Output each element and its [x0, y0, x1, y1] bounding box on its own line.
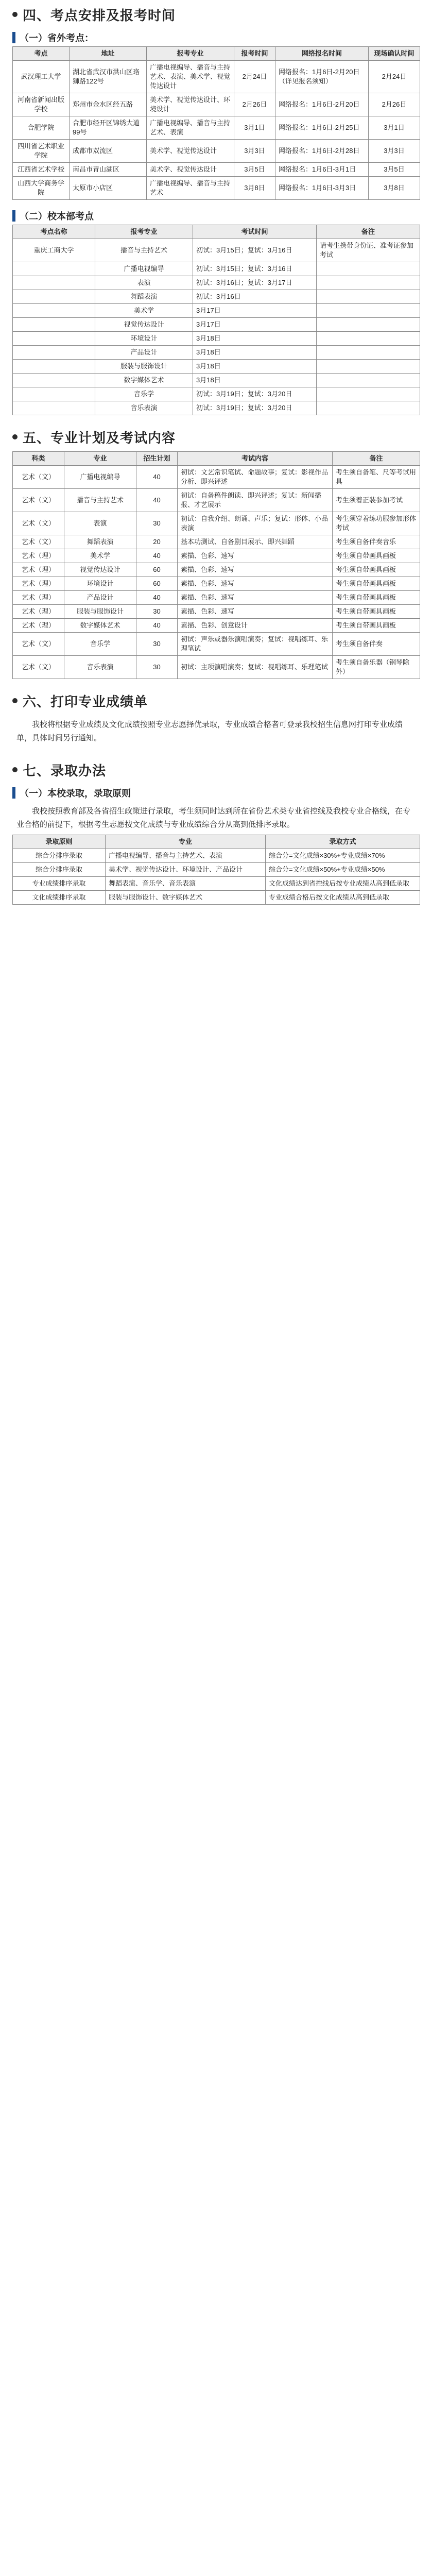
- table-cell: 考生须自带画具画板: [333, 591, 420, 605]
- table-cell: 艺术（文）: [13, 466, 64, 489]
- table-row: [13, 549, 420, 563]
- table-cell: [317, 290, 420, 304]
- table-row: [13, 591, 420, 605]
- table-cell: 广播电视编导、播音与主持艺术: [147, 177, 234, 200]
- bar-icon: [12, 787, 15, 799]
- table-cell: [13, 401, 95, 415]
- table-cell: 数字媒体艺术: [64, 619, 136, 633]
- table-cell: 山西大学商务学院: [13, 177, 70, 200]
- table-header-cell: 考点: [13, 47, 70, 61]
- table-cell: [13, 262, 95, 276]
- table-cell: 舞蹈表演、音乐学、音乐表演: [106, 877, 266, 891]
- table-header-cell: 备注: [317, 225, 420, 239]
- table-row: [13, 891, 420, 905]
- table-row: [13, 304, 420, 318]
- table-header-cell: 招生计划: [136, 452, 178, 466]
- table-cell: 初试：3月15日；复试：3月16日: [193, 239, 317, 262]
- section-4-sub2: （二）校本部考点: [12, 207, 420, 225]
- table-cell: 初试：3月19日；复试：3月20日: [193, 401, 317, 415]
- table-cell: 音乐学: [95, 387, 193, 401]
- table-cell: 20: [136, 535, 178, 549]
- table-row: [13, 387, 420, 401]
- table-cell: 3月17日: [193, 318, 317, 332]
- table-cell: 素描、色彩、速写: [178, 549, 333, 563]
- table-header-cell: 考试内容: [178, 452, 333, 466]
- table-cell: 艺术（文）: [13, 633, 64, 656]
- table-cell: 播音与主持艺术: [95, 239, 193, 262]
- table-cell: [317, 360, 420, 374]
- table-cell: 3月18日: [193, 360, 317, 374]
- table-row: [13, 489, 420, 512]
- section-4-sub1: （一）省外考点：: [12, 29, 420, 46]
- table-cell: [13, 374, 95, 387]
- table-cell: [317, 318, 420, 332]
- table-cell: [317, 332, 420, 346]
- table-cell: 武汉理工大学: [13, 61, 70, 93]
- table-row: [13, 290, 420, 304]
- table-cell: 初试：3月19日；复试：3月20日: [193, 387, 317, 401]
- table-cell: 考生须自备伴奏音乐: [333, 535, 420, 549]
- table-cell: 初试：文艺常识笔试、命题故事；复试：影视作品分析、即兴评述: [178, 466, 333, 489]
- table-header-cell: 录取原则: [13, 835, 106, 849]
- table-header-cell: 报考专业: [95, 225, 193, 239]
- table-cell: 综合分=文化成绩×50%+专业成绩×50%: [266, 863, 420, 877]
- table-row: [13, 512, 420, 535]
- table-cell: 南昌市青山湖区: [70, 163, 147, 177]
- table-cell: 郑州市金水区经五路: [70, 93, 147, 116]
- table-header-cell: 考点名称: [13, 225, 95, 239]
- table-cell: 艺术（理）: [13, 619, 64, 633]
- table-cell: 专业成绩合格后按文化成绩从高到低录取: [266, 891, 420, 905]
- table-header-cell: 地址: [70, 47, 147, 61]
- table-cell: 60: [136, 577, 178, 591]
- table-cell: 艺术（文）: [13, 535, 64, 549]
- table-cell: 音乐表演: [64, 656, 136, 679]
- table-cell: 四川省艺术职业学院: [13, 140, 70, 163]
- table-cell: 视觉传达设计: [95, 318, 193, 332]
- table-cell: 播音与主持艺术: [64, 489, 136, 512]
- table-cell: 成都市双流区: [70, 140, 147, 163]
- table-cell: 30: [136, 512, 178, 535]
- table-cell: 综合分排序录取: [13, 863, 106, 877]
- table-cell: 艺术（文）: [13, 512, 64, 535]
- table-cell: 初试：自备稿件朗读、即兴评述；复试：新闻播报、才艺展示: [178, 489, 333, 512]
- table-row: [13, 466, 420, 489]
- table-header-cell: 备注: [333, 452, 420, 466]
- table-cell: 30: [136, 633, 178, 656]
- section-6-text: 我校将根据专业成绩及文化成绩按照专业志愿择优录取，专业成绩合格者可登录我校招生信息网打印专业成绩单，具体时间另行通知。: [16, 720, 403, 742]
- table-cell: 3月8日: [234, 177, 275, 200]
- table-cell: [317, 374, 420, 387]
- table-cell: 30: [136, 656, 178, 679]
- table-cell: [317, 387, 420, 401]
- table-row: [13, 849, 420, 863]
- table-cell: 文化成绩排序录取: [13, 891, 106, 905]
- table-row: [13, 177, 420, 200]
- table-cell: 数字媒体艺术: [95, 374, 193, 387]
- table-cell: 艺术（理）: [13, 563, 64, 577]
- table-cell: 表演: [64, 512, 136, 535]
- table-cell: 请考生携带身份证、准考证参加考试: [317, 239, 420, 262]
- table-cell: 3月3日: [234, 140, 275, 163]
- section-6-title: 六、打印专业成绩单: [12, 686, 420, 715]
- bullet-icon: [12, 434, 18, 439]
- table-cell: 广播电视编导、播音与主持艺术、表演、美术学、视觉传达设计: [147, 61, 234, 93]
- table-cell: 40: [136, 489, 178, 512]
- bullet-icon: [12, 698, 18, 703]
- table-cell: 广播电视编导: [64, 466, 136, 489]
- table-cell: 舞蹈表演: [64, 535, 136, 549]
- table-cell: [13, 290, 95, 304]
- section-7-sub1: （一）本校录取，录取原则: [12, 784, 420, 802]
- table-cell: 湖北省武汉市洪山区珞狮路122号: [70, 61, 147, 93]
- table-cell: 广播电视编导、播音与主持艺术、表演: [106, 849, 266, 863]
- table-cell: 艺术（文）: [13, 489, 64, 512]
- table-row: [13, 577, 420, 591]
- table-cell: [13, 276, 95, 290]
- table-row: [13, 239, 420, 262]
- table-cell: 考生须自备乐器（钢琴除外）: [333, 656, 420, 679]
- table-cell: 3月5日: [369, 163, 420, 177]
- table-cell: 40: [136, 466, 178, 489]
- table-cell: 考生须自带画具画板: [333, 563, 420, 577]
- table-row: [13, 332, 420, 346]
- table-cell: 网络报名：1月6日-2月28日: [275, 140, 369, 163]
- table-cell: [13, 360, 95, 374]
- table-cell: 舞蹈表演: [95, 290, 193, 304]
- table-row: [13, 116, 420, 140]
- table-header-cell: 专业: [106, 835, 266, 849]
- table-cell: 太原市小店区: [70, 177, 147, 200]
- table-row: [13, 346, 420, 360]
- section-7-text: 我校按照教育部及各省招生政策进行录取，考生须同时达到所在省份艺术类专业省控线及我校专业合格线，在专业合格的前提下，根据考生志愿按文化成绩与专业成绩综合分从高到低排序录取。: [16, 807, 411, 829]
- table-cell: [13, 304, 95, 318]
- table-cell: 产品设计: [95, 346, 193, 360]
- table-cell: 考生须穿着练功服参加形体考试: [333, 512, 420, 535]
- table-cell: [317, 262, 420, 276]
- table-cell: 2月24日: [369, 61, 420, 93]
- plan-table: [12, 451, 420, 679]
- table-row: [13, 619, 420, 633]
- table-cell: 视觉传达设计: [64, 563, 136, 577]
- table-cell: 网络报名：1月6日-3月3日: [275, 177, 369, 200]
- table-row: [13, 656, 420, 679]
- table-cell: 考生须自带画具画板: [333, 577, 420, 591]
- section-5-title: 五、专业计划及考试内容: [12, 422, 420, 451]
- table-cell: 3月17日: [193, 304, 317, 318]
- table-cell: 环境设计: [64, 577, 136, 591]
- bar-icon: [12, 32, 15, 43]
- table-cell: 河南省新闻出版学校: [13, 93, 70, 116]
- table-cell: [317, 276, 420, 290]
- table-cell: 考生须着正装参加考试: [333, 489, 420, 512]
- table-cell: [13, 318, 95, 332]
- table-cell: 重庆工商大学: [13, 239, 95, 262]
- table-cell: 音乐表演: [95, 401, 193, 415]
- table-cell: 3月1日: [234, 116, 275, 140]
- table-cell: [317, 304, 420, 318]
- table-cell: 30: [136, 605, 178, 619]
- table-cell: 40: [136, 549, 178, 563]
- table-row: [13, 877, 420, 891]
- table-row: [13, 262, 420, 276]
- table-header-cell: 现场确认时间: [369, 47, 420, 61]
- table-cell: 初试：3月16日: [193, 290, 317, 304]
- table-header-cell: 报考时间: [234, 47, 275, 61]
- table-cell: 初试：3月15日；复试：3月16日: [193, 262, 317, 276]
- table-cell: 音乐学: [64, 633, 136, 656]
- table-cell: 素描、色彩、速写: [178, 563, 333, 577]
- table-cell: 服装与服饰设计、数字媒体艺术: [106, 891, 266, 905]
- table-cell: 网络报名：1月6日-2月20日（详见报名须知）: [275, 61, 369, 93]
- table-cell: 广播电视编导: [95, 262, 193, 276]
- table-cell: 艺术（理）: [13, 591, 64, 605]
- table-cell: 服装与服饰设计: [64, 605, 136, 619]
- table-row: [13, 863, 420, 877]
- table-cell: 专业成绩排序录取: [13, 877, 106, 891]
- table-cell: 素描、色彩、速写: [178, 605, 333, 619]
- table-row: [13, 563, 420, 577]
- table-cell: 3月5日: [234, 163, 275, 177]
- table-cell: [13, 346, 95, 360]
- table-row: [13, 140, 420, 163]
- section-4-title: 四、考点安排及报考时间: [12, 0, 420, 29]
- table-cell: 环境设计: [95, 332, 193, 346]
- table-cell: [13, 332, 95, 346]
- exam-sites-table: [12, 46, 420, 200]
- table-header-cell: 科类: [13, 452, 64, 466]
- table-row: [13, 163, 420, 177]
- table-cell: 艺术（理）: [13, 577, 64, 591]
- table-cell: 美术学、视觉传达设计: [147, 163, 234, 177]
- table-cell: 美术学、视觉传达设计: [147, 140, 234, 163]
- table-cell: 合肥市经开区锦绣大道99号: [70, 116, 147, 140]
- table-cell: 3月3日: [369, 140, 420, 163]
- table-cell: 考生须自带画具画板: [333, 605, 420, 619]
- table-cell: 素描、色彩、速写: [178, 591, 333, 605]
- table-cell: 素描、色彩、速写: [178, 577, 333, 591]
- table-header-cell: 考试时间: [193, 225, 317, 239]
- campus-site-table: [12, 225, 420, 415]
- table-cell: 综合分排序录取: [13, 849, 106, 863]
- table-cell: 艺术（文）: [13, 656, 64, 679]
- bar-icon: [12, 210, 15, 222]
- table-row: [13, 276, 420, 290]
- table-cell: 考生须自带画具画板: [333, 549, 420, 563]
- table-row: [13, 633, 420, 656]
- table-cell: 网络报名：1月6日-3月1日: [275, 163, 369, 177]
- table-cell: 考生须自备笔、尺等考试用具: [333, 466, 420, 489]
- table-cell: 文化成绩达到省控线后按专业成绩从高到低录取: [266, 877, 420, 891]
- table-cell: 60: [136, 563, 178, 577]
- table-row: [13, 360, 420, 374]
- table-cell: [317, 346, 420, 360]
- table-cell: 网络报名：1月6日-2月25日: [275, 116, 369, 140]
- table-cell: 素描、色彩、创意设计: [178, 619, 333, 633]
- table-cell: 江西省艺术学校: [13, 163, 70, 177]
- table-cell: 2月26日: [234, 93, 275, 116]
- bullet-icon: [12, 767, 18, 772]
- table-cell: 基本功测试、自备剧目展示、即兴舞蹈: [178, 535, 333, 549]
- table-header-cell: 报考专业: [147, 47, 234, 61]
- table-cell: 3月18日: [193, 374, 317, 387]
- table-cell: 表演: [95, 276, 193, 290]
- table-cell: 美术学: [64, 549, 136, 563]
- table-header-cell: 专业: [64, 452, 136, 466]
- table-cell: 3月18日: [193, 346, 317, 360]
- table-row: [13, 401, 420, 415]
- section-7-title: 七、录取办法: [12, 755, 420, 784]
- table-cell: 初试：自我介绍、朗诵、声乐；复试：形体、小品表演: [178, 512, 333, 535]
- table-cell: 广播电视编导、播音与主持艺术、表演: [147, 116, 234, 140]
- table-cell: 初试：3月16日；复试：3月17日: [193, 276, 317, 290]
- table-cell: 服装与服饰设计: [95, 360, 193, 374]
- table-header-cell: 网络报名时间: [275, 47, 369, 61]
- table-cell: 40: [136, 591, 178, 605]
- table-cell: [13, 387, 95, 401]
- table-cell: 3月18日: [193, 332, 317, 346]
- table-cell: 艺术（理）: [13, 605, 64, 619]
- table-cell: 综合分=文化成绩×30%+专业成绩×70%: [266, 849, 420, 863]
- table-cell: 2月24日: [234, 61, 275, 93]
- table-row: [13, 535, 420, 549]
- admission-table: [12, 835, 420, 905]
- table-row: [13, 318, 420, 332]
- table-row: [13, 374, 420, 387]
- table-cell: 2月26日: [369, 93, 420, 116]
- table-row: [13, 93, 420, 116]
- table-row: [13, 605, 420, 619]
- table-cell: 40: [136, 619, 178, 633]
- table-cell: 初试：主项演唱演奏；复试：视唱练耳、乐理笔试: [178, 656, 333, 679]
- table-cell: 美术学、视觉传达设计、环境设计: [147, 93, 234, 116]
- table-row: [13, 61, 420, 93]
- table-cell: 初试：声乐或器乐演唱演奏；复试：视唱练耳、乐理笔试: [178, 633, 333, 656]
- table-cell: 网络报名：1月6日-2月20日: [275, 93, 369, 116]
- table-cell: 产品设计: [64, 591, 136, 605]
- bullet-icon: [12, 12, 18, 17]
- table-cell: 3月8日: [369, 177, 420, 200]
- table-cell: 合肥学院: [13, 116, 70, 140]
- table-header-cell: 录取方式: [266, 835, 420, 849]
- table-cell: 艺术（理）: [13, 549, 64, 563]
- table-cell: 考生须自带画具画板: [333, 619, 420, 633]
- table-cell: 美术学: [95, 304, 193, 318]
- table-cell: 3月1日: [369, 116, 420, 140]
- table-cell: 美术学、视觉传达设计、环境设计、产品设计: [106, 863, 266, 877]
- table-cell: [317, 401, 420, 415]
- table-cell: 考生须自备伴奏: [333, 633, 420, 656]
